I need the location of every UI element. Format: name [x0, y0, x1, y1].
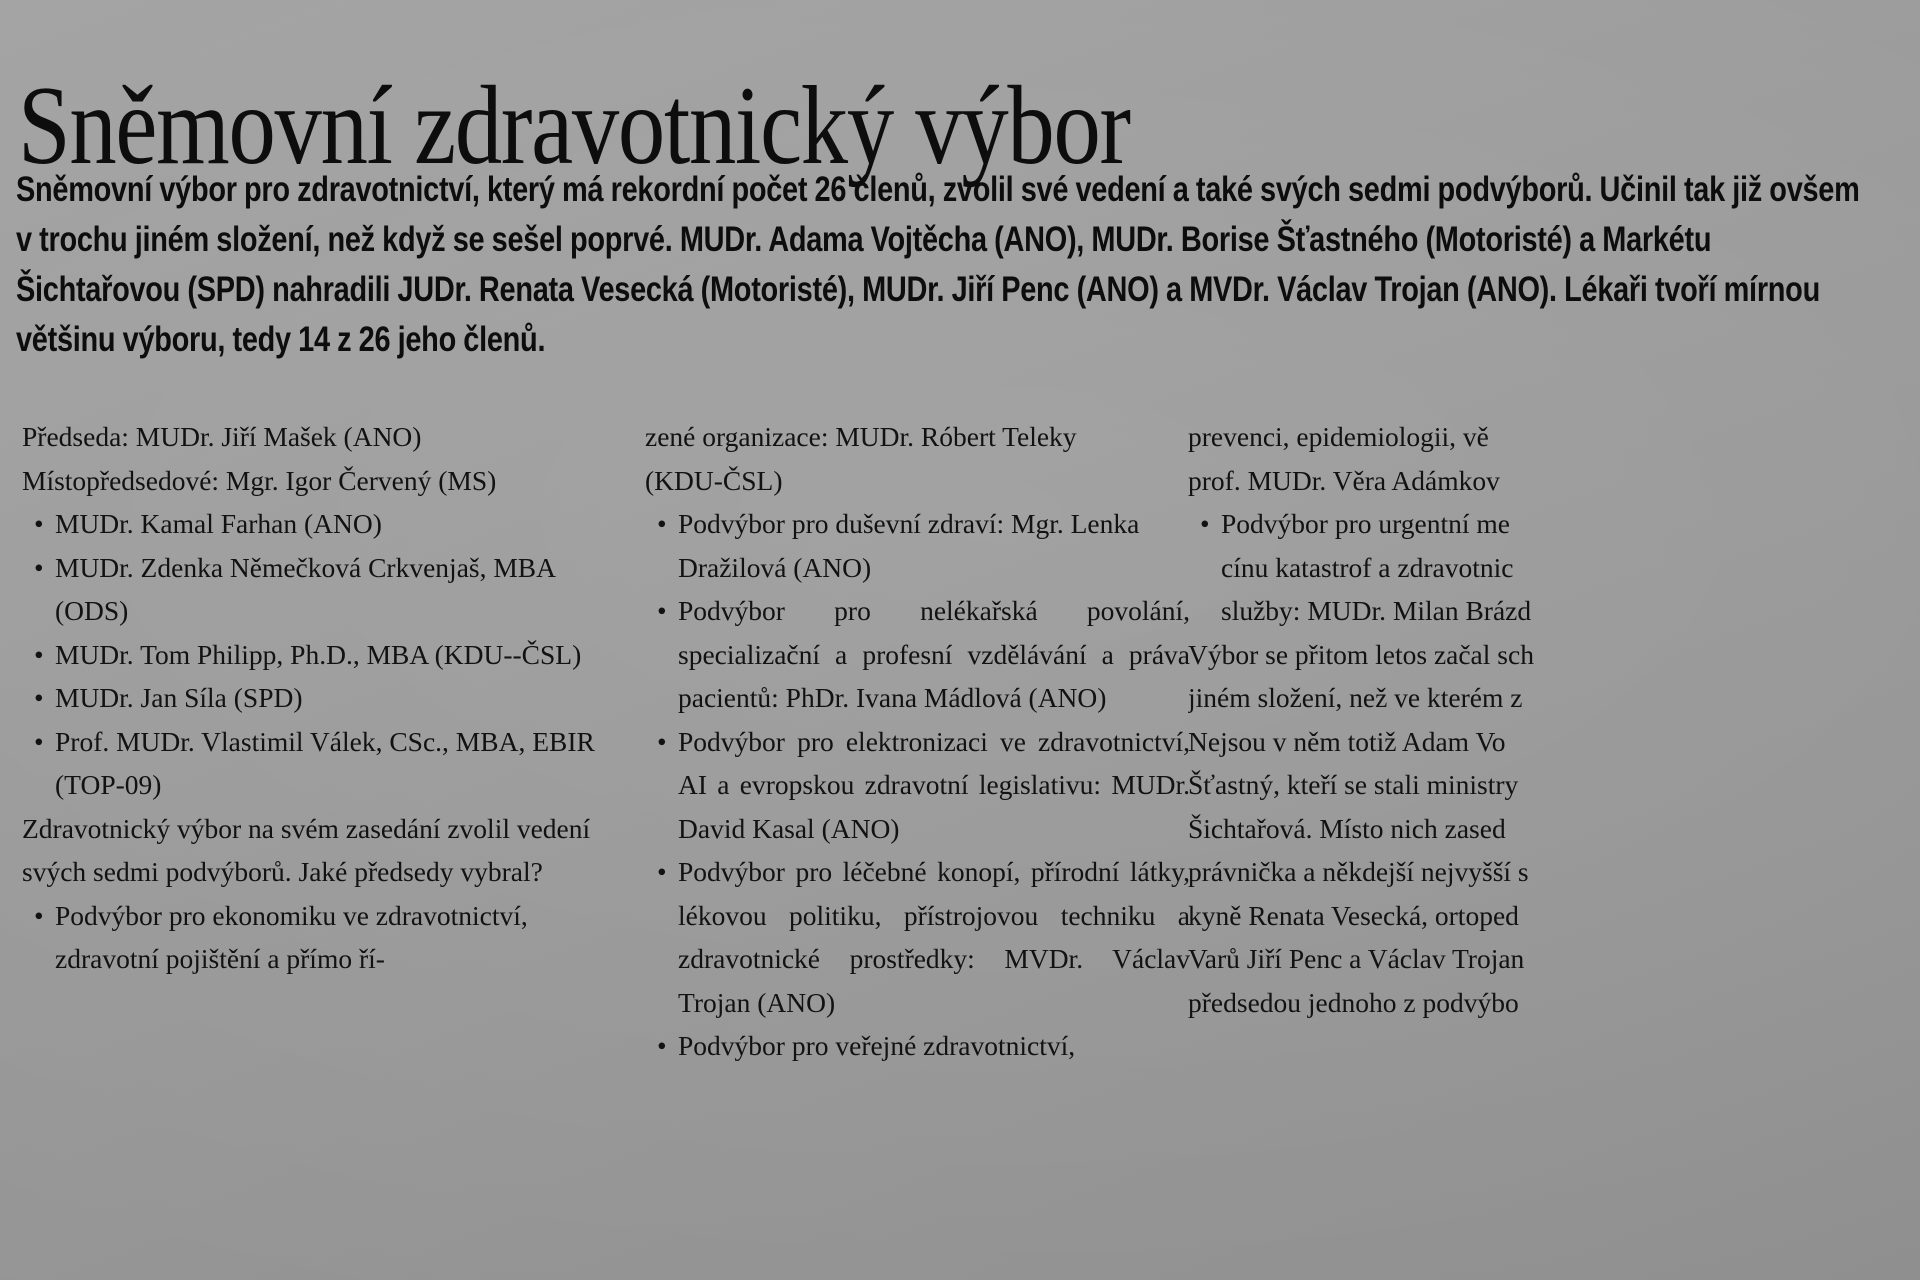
closing-line-4: Šťastný, kteří se stali ministry [1188, 769, 1519, 800]
bullet-icon: • [657, 856, 667, 887]
bullet-icon: • [34, 899, 44, 931]
list-item-label: Podvýbor pro nelékařská povolání, specializační a profesní vzdělávání a práva pacientů: PhDr. Ivana Mádlová (ANO) [678, 595, 1190, 713]
bullet-icon: • [34, 725, 44, 757]
list-item [22, 894, 612, 981]
closing-line-3: Nejsou v něm totiž Adam Vo [1188, 725, 1506, 757]
list-item [22, 720, 612, 807]
subcommittee-list-part-2 [645, 502, 1190, 1068]
subcommittee-continuation-line-3: prevenci, epidemiologii, vě [1188, 421, 1489, 452]
subcommittee-intro-paragraph: Zdravotnický výbor na svém zasedání zvolil vedení svých sedmi podvýborů. Jaké předsedy vybral? [22, 812, 591, 887]
closing-line-9: předsedou jednoho z podvýbo [1188, 986, 1519, 1018]
list-item-label: MUDr. Jan Síla (SPD) [55, 682, 303, 713]
bullet-icon: • [657, 595, 667, 626]
committee-vice-chairs-line: Místopředsedové: Mgr. Igor Červený (MS) [22, 464, 497, 496]
closing-line-7: kyně Renata Vesecká, ortoped [1188, 899, 1519, 931]
list-item [645, 1024, 1190, 1068]
bullet-icon: • [34, 682, 44, 713]
subcommittee-list-part-1 [22, 894, 612, 981]
lead-paragraph: Sněmovní výbor pro zdravotnictví, který má rekordní počet 26 členů, zvolil své vedení a také svých sedmi podvýborů. Učinil tak již ovšem v trochu jiném složení, než když se sešel poprvé. MUDr. Adama Vojtěcha (ANO), MUDr. Borise Šťastného (Motoristé) a Markétu Šichtařovou (SPD) nahradili JUDr. Renata Vesecká (Motoristé), MUDr. Jiří Penc (ANO) a MVDr. Václav Trojan (ANO). Lékaři tvoří mírnou většinu výboru, tedy 14 z 26 jeho členů. [16, 168, 1860, 359]
closing-line-8: Varů Jiří Penc a Václav Trojan [1188, 943, 1525, 974]
list-item [22, 502, 612, 546]
article-column-2 [645, 415, 1190, 1280]
list-item-label: Podvýbor pro elektronizaci ve zdravotnictví, AI a evropskou zdravotní legislativu: MUDr. David Kasal (ANO) [678, 725, 1190, 844]
vice-chairs-list [22, 502, 612, 807]
list-item-label: MUDr. Zdenka Němečková Crkvenjaš, MBA (ODS) [55, 551, 555, 626]
list-item [645, 589, 1190, 720]
closing-line-6: právnička a někdejší nejvyšší s [1188, 856, 1529, 887]
bullet-icon: • [657, 508, 667, 539]
page-title: Sněmovní zdravotnický výbor [18, 64, 1130, 189]
bullet-icon: • [657, 1030, 667, 1061]
bullet-icon: • [657, 725, 667, 757]
bullet-icon: • [34, 638, 44, 670]
closing-line-5: Šichtařová. Místo nich zased [1188, 812, 1506, 844]
article-columns [0, 415, 1920, 1280]
subcommittee-wrap-line-1: cínu katastrof a zdravotnic [1221, 551, 1514, 583]
list-item [22, 633, 612, 677]
list-item [22, 676, 612, 720]
article-column-1 [22, 415, 612, 1280]
subcommittee-list-part-3 [1188, 502, 1920, 546]
list-item [645, 502, 1190, 589]
bullet-icon: • [1200, 508, 1210, 539]
bullet-icon: • [34, 551, 44, 583]
list-item-label: Podvýbor pro veřejné zdravotnictví, [678, 1030, 1076, 1061]
list-item [22, 546, 612, 633]
list-item-label: Prof. MUDr. Vlastimil Válek, CSc., MBA, EBIR (TOP-09) [55, 725, 595, 800]
committee-chair-line: Předseda: MUDr. Jiří Mašek (ANO) [22, 421, 422, 452]
closing-line-1: Výbor se přitom letos začal sch [1188, 638, 1534, 670]
bullet-icon: • [34, 508, 44, 539]
list-item [645, 720, 1190, 851]
list-item-label: Podvýbor pro urgentní me [1221, 508, 1510, 539]
subcommittee-continuation-line-4: prof. MUDr. Věra Adámkov [1188, 464, 1500, 496]
list-item-label: Podvýbor pro ekonomiku ve zdravotnictví, zdravotní pojištění a přímo ří- [55, 899, 528, 974]
subcommittee-wrap-line-2: služby: MUDr. Milan Brázd [1221, 595, 1532, 626]
subcommittee-continuation-line-2: (KDU-ČSL) [645, 464, 783, 496]
list-item [1188, 502, 1920, 546]
list-item-label: MUDr. Tom Philipp, Ph.D., MBA (KDU--ČSL) [55, 638, 582, 670]
subcommittee-continuation-line-1: zené organizace: MUDr. Róbert Teleky [645, 421, 1077, 452]
article-column-3 [1188, 415, 1920, 1280]
list-item-label: Podvýbor pro duševní zdraví: Mgr. Lenka Dražilová (ANO) [678, 508, 1140, 583]
list-item [645, 850, 1190, 1024]
list-item-label: Podvýbor pro léčebné konopí, přírodní látky, lékovou politiku, přístrojovou techniku a zdravotnické prostředky: MVDr. Václav Trojan (ANO) [678, 856, 1190, 1018]
list-item-label: MUDr. Kamal Farhan (ANO) [55, 508, 382, 539]
closing-line-2: jiném složení, než ve kterém z [1188, 682, 1523, 713]
